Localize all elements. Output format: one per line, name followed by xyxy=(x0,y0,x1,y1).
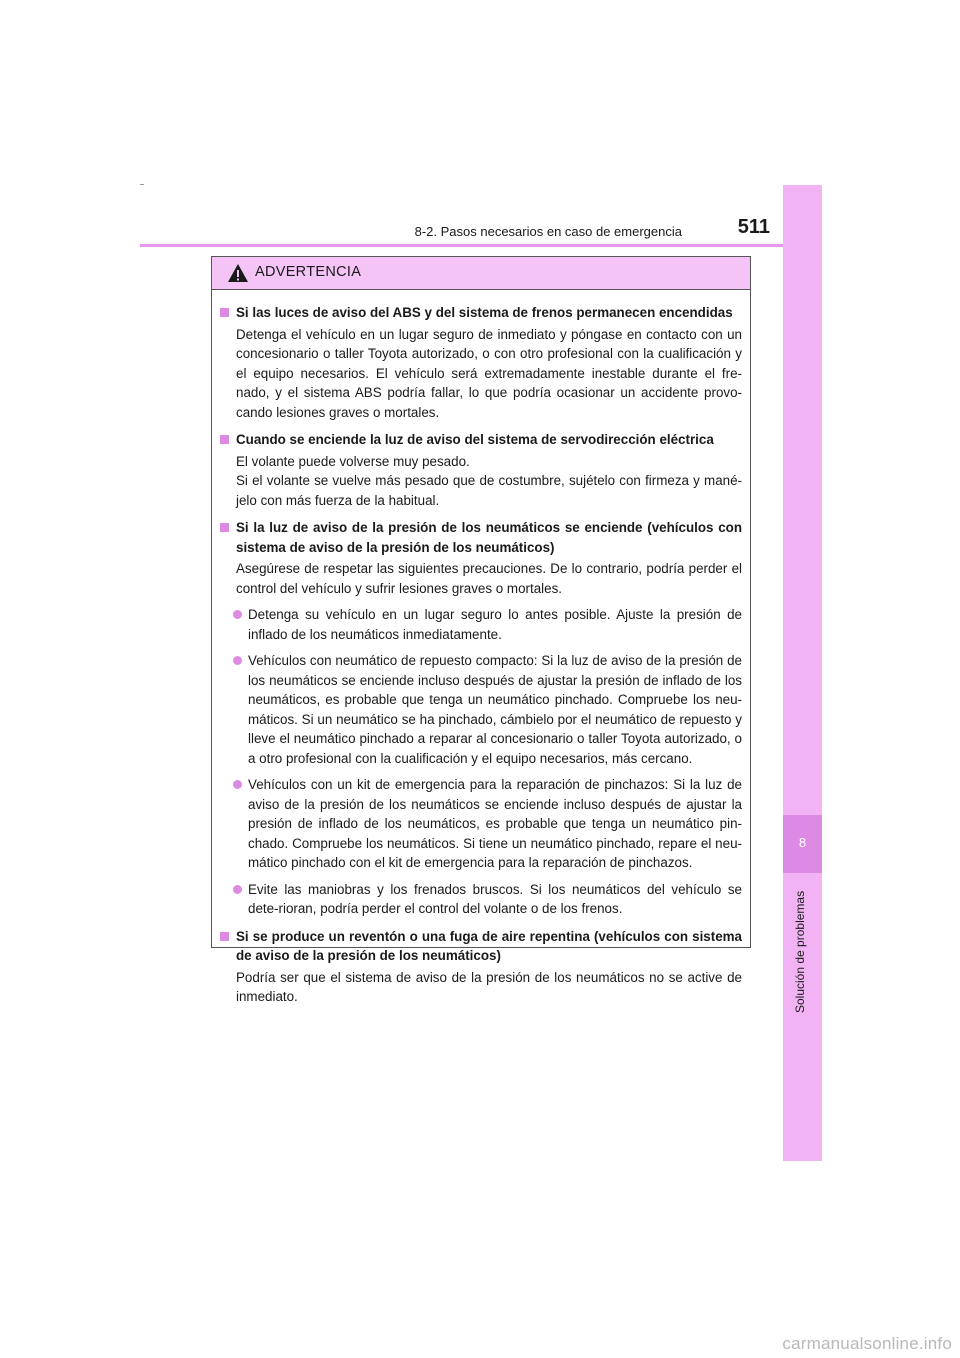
item-heading: Cuando se enciende la luz de aviso del sistema de servodirección eléctrica xyxy=(218,430,742,450)
header-divider xyxy=(140,244,822,247)
square-bullet-icon xyxy=(220,932,229,941)
warning-content xyxy=(212,290,750,1007)
warning-title: ADVERTENCIA xyxy=(255,264,362,280)
warning-box xyxy=(211,256,751,1004)
warning-header xyxy=(212,257,750,290)
warning-item-abs xyxy=(218,303,742,422)
watermark: carmanualsonline.info xyxy=(782,1334,952,1353)
warning-item-tire-pressure xyxy=(218,518,742,919)
round-bullet-icon xyxy=(233,656,242,665)
chapter-title: Solución de problemas xyxy=(793,890,807,1013)
item-heading: Si las luces de aviso del ABS y del sistema de frenos permanecen encendidas xyxy=(218,303,742,323)
square-bullet-icon xyxy=(220,435,229,444)
round-bullet-icon xyxy=(233,780,242,789)
page-number: 511 xyxy=(737,216,770,238)
item-heading: Si la luz de aviso de la presión de los neumáticos se enciende (vehículos con sistema de aviso de la presión de los neumáticos) xyxy=(218,518,742,557)
list-item: Detenga su vehículo en un lugar seguro lo antes posible. Ajuste la presión de inflado de los neumáticos inmediatamente. xyxy=(218,605,742,644)
item-paragraph: Detenga el vehículo en un lugar seguro de inmediato y póngase en contacto con un concesionario o taller Toyota autorizado, o con otro profesional con la cualificación y el equipo necesarios. El vehículo será extremadamente inestable durante el fre-nado, y el sistema ABS podría fallar, lo que podría ocasionar un accidente provo-cando lesiones graves o mortales. xyxy=(236,326,742,420)
round-bullet-icon xyxy=(233,885,242,894)
item-paragraph: Asegúrese de respetar las siguientes precauciones. De lo contrario, podría perder el control del vehículo y sufrir lesiones graves o mortales. xyxy=(236,561,742,596)
section-title: 8-2. Pasos necesarios en caso de emergencia xyxy=(414,224,682,239)
item-paragraph: Podría ser que el sistema de aviso de la presión de los neumáticos no se active de inmediato. xyxy=(236,969,742,1004)
item-paragraph: Si el volante se vuelve más pesado que de costumbre, sujételo con firmeza y mané-jelo con más fuerza de la habitual. xyxy=(236,473,742,508)
chapter-side-tab xyxy=(783,185,822,1161)
round-bullet-icon xyxy=(233,610,242,619)
list-item: Vehículos con un kit de emergencia para la reparación de pinchazos: Si la luz de aviso de la presión de los neumáticos se enciende incluso después de ajustar la presión de inflado de los neumáticos, es probable que tenga un neumático pin-chado. Compruebe los neumáticos. Si tiene un neumático pinchado, repare el neu-mático pinchado con el kit de emergencia para la reparación de pinchazos. xyxy=(218,775,742,873)
square-bullet-icon xyxy=(220,308,229,317)
list-item: Evite las maniobras y los frenados bruscos. Si los neumáticos del vehículo se dete-rioran, podría perder el control del volante o de los frenos. xyxy=(218,880,742,919)
warning-item-steering xyxy=(218,430,742,510)
chapter-number: 8 xyxy=(798,835,807,850)
square-bullet-icon xyxy=(220,523,229,532)
item-paragraph: El volante puede volverse muy pesado. xyxy=(236,453,470,469)
list-item: Vehículos con neumático de repuesto compacto: Si la luz de aviso de la presión de los neumáticos se enciende incluso después de ajustar la presión de inflado de los neumáticos, es probable que tenga un neumático pinchado. Compruebe los neu-máticos. Si un neumático se ha pinchado, cámbielo por el neumático de repuesto y lleve el neumático pinchado a reparar al concesionario o taller Toyota autorizado, o a otro profesional con la cualificación y el equipo necesarios, más cercano. xyxy=(218,651,742,768)
corner-mark xyxy=(140,184,144,185)
page-header xyxy=(140,214,820,246)
warning-item-blowout xyxy=(218,927,742,1007)
warning-triangle-icon xyxy=(227,263,249,283)
chapter-number-box xyxy=(783,815,822,873)
item-heading: Si se produce un reventón o una fuga de aire repentina (vehículos con sistema de aviso de la presión de los neumáticos) xyxy=(218,927,742,966)
